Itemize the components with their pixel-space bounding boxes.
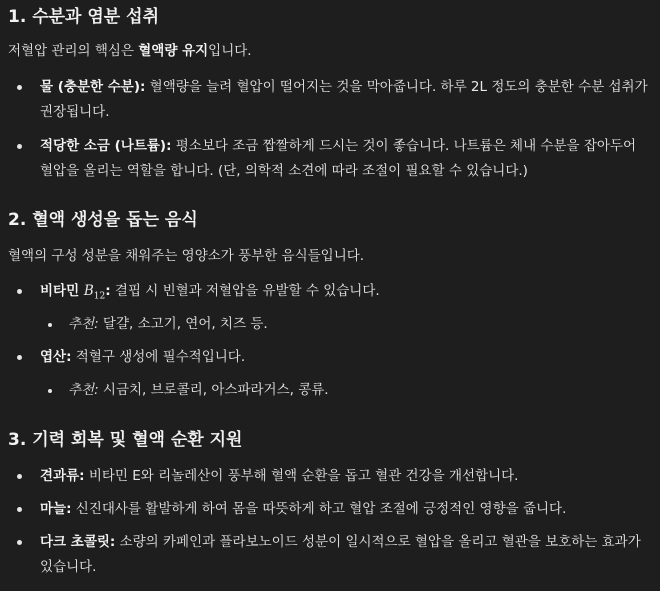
bullet-dot (17, 289, 22, 294)
list-item-label: 다크 초콜릿: (40, 534, 116, 550)
list-item-text: 마늘: 신진대사를 활발하게 하여 몸을 따뜻하게 하고 혈압 조절에 긍정적인 영향을 줍니다. (40, 501, 567, 517)
section-intro: 저혈압 관리의 핵심은 혈액량 유지입니다. (8, 43, 252, 59)
list-item-text: 엽산: 적혈구 생성에 필수적입니다. (40, 349, 246, 365)
bullet-dot (48, 323, 52, 327)
list-item-text: 추천: 시금치, 브로콜리, 아스파라거스, 콩류. (68, 382, 329, 398)
list-item-text: 견과류: 비타민 E와 리놀레산이 풍부해 혈액 순환을 돕고 혈관 건강을 개선합니다. (40, 468, 519, 484)
sub-item-label: 추천: (68, 316, 99, 332)
list-item-label: 마늘: (40, 501, 72, 517)
math-symbol: $B_{12}$ (83, 283, 106, 302)
bullet-dot (17, 85, 22, 90)
list-item-text: 추천: 달걀, 소고기, 연어, 치즈 등. (68, 316, 268, 332)
bullet-dot (17, 474, 22, 479)
list-item-text: 다크 초콜릿: 소량의 카페인과 플라보노이드 성분이 일시적으로 혈압을 올리고 혈관을 보호하는 효과가 있습니다. (40, 534, 641, 575)
list-item-label: 비타민 (40, 283, 84, 299)
list-item-text: 물 (충분한 수분): 혈액량을 늘려 혈압이 떨어지는 것을 막아줍니다. 하루 2L 정도의 충분한 수분 섭취가 권장됩니다. (40, 79, 648, 120)
section-heading: 2. 혈액 생성을 돕는 음식 (8, 210, 198, 230)
section-heading: 1. 수분과 염분 섭취 (8, 7, 159, 27)
list-item-text: 비타민 $B_{12}$: 결핍 시 빈혈과 저혈압을 유발할 수 있습니다. (40, 283, 380, 302)
bullet-dot (17, 507, 22, 512)
bullet-dot (48, 389, 52, 393)
bullet-dot (17, 355, 22, 360)
section-intro: 혈액의 구성 성분을 채워주는 영양소가 풍부한 음식들입니다. (8, 248, 365, 264)
list-item-label: 엽산: (40, 349, 72, 365)
section-heading: 3. 기력 회복 및 혈액 순환 지원 (8, 430, 243, 450)
bullet-dot (17, 540, 22, 545)
sub-item-label: 추천: (68, 382, 99, 398)
list-item-text: 적당한 소금 (나트륨): 평소보다 조금 짭짤하게 드시는 것이 좋습니다. 나트륨은 체내 수분을 잡아두어 혈압을 올리는 역할을 합니다. (단, 의학적 소견에 따라 조절이 필요할 수 있습니다.) (40, 138, 636, 179)
list-item-label: 적당한 소금 (나트륨): (40, 138, 172, 154)
list-item-label: 물 (충분한 수분): (40, 79, 146, 95)
intro-emphasis: 혈액량 유지 (138, 43, 209, 59)
bullet-dot (17, 144, 22, 149)
list-item-label: 견과류: (40, 468, 85, 484)
